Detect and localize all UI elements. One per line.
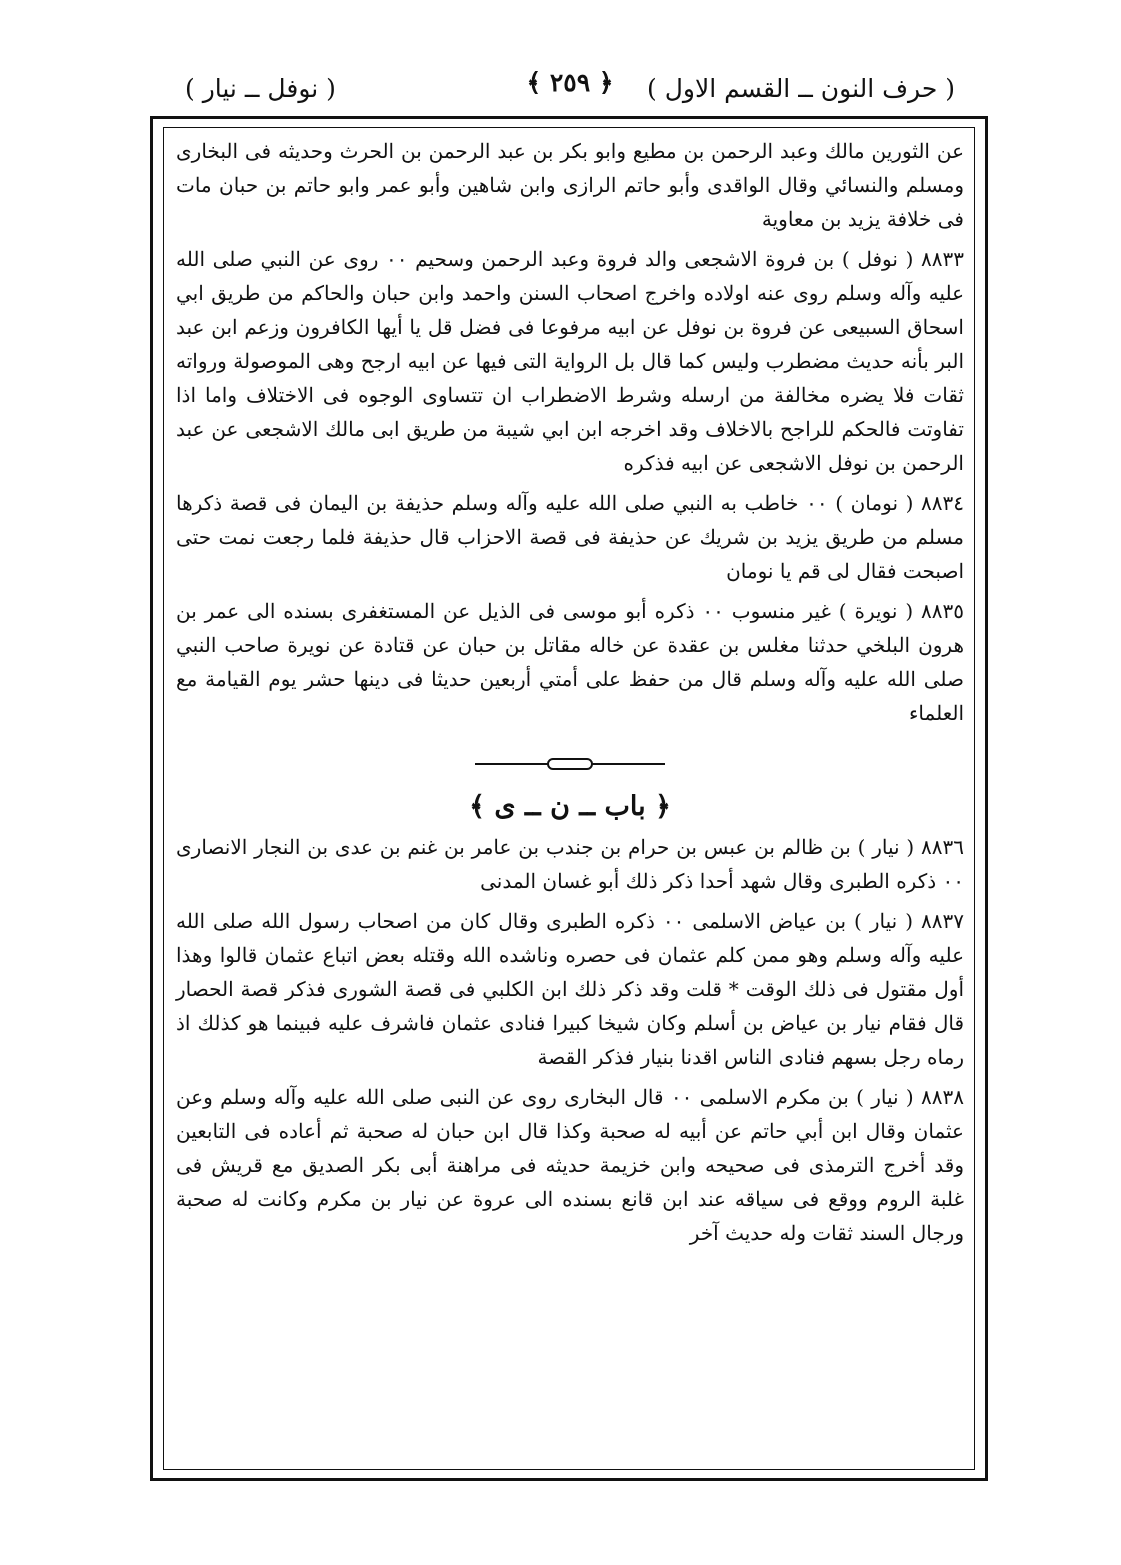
entry-8837: ٨٨٣٧ ( نيار ) بن عياض الاسلمى ٠٠ ذكره الطبرى وقال كان من اصحاب رسول الله صلى الله عليه وآله وسلم وهو ممن كلم عثمان فى حصره وناشده الله وقتله بعض اتباع عثمان قالوا وهذا أول مقتول فى ذلك الوقت * قلت وقد ذكر ذلك ابن الكلبي فى قصة الشورى فذكر قصة الحصار قال فقام نيار بن عياض بن أسلم وكان شيخا كبيرا فنادى عثمان فاشرف عليه فبينما هو كذلك اذ رماه رجل بسهم فنادى الناس اقدنا بنيار فذكر القصة — [176, 909, 964, 1069]
page-header — [185, 68, 955, 116]
page-number: ﴿ ٢٥٩ ﴾ — [526, 68, 614, 97]
divider-ornament — [547, 758, 593, 770]
ornamental-divider — [475, 758, 665, 770]
chapter-heading: ( حرف النون ــ القسم الاول ) — [647, 74, 955, 103]
entry-8834: ٨٨٣٤ ( نومان ) ٠٠ خاطب به النبي صلى الله عليه وآله وسلم حذيفة بن اليمان فى قصة ذكرها مسلم من طريق يزيد بن شريك عن حذيفة فى قصة الاحزاب قال حذيفة فلما رجعت نمت حتى اصبحت فقال لى قم يا نومان — [176, 491, 964, 583]
main-text — [176, 134, 964, 1250]
entry-range-heading: ( نوفل ــ نيار ) — [185, 74, 336, 103]
section-title: ﴿ باب ــ ن ــ ى ﴾ — [469, 791, 671, 822]
entry-8833: ٨٨٣٣ ( نوفل ) بن فروة الاشجعى والد فروة وعبد الرحمن وسحيم ٠٠ روى عن النبي صلى الله عليه وآله وسلم روى عنه اولاده واخرج اصحاب السنن واحمد وابن حبان والحاكم من طريق ابي اسحاق السبيعى عن فروة بن نوفل عن ابيه مرفوعا فى فضل قل يا أيها الكافرون وزعم ابن عبد البر بأنه حديث مضطرب وليس كما قال بل الرواية التى فيها عن ابيه ارجح وهى الموصولة ورواته ثقات فلا يضره مخالفة من ارسله وشرط الاضطراب ان تتساوى الوجوه فى الاختلاف واما اذا تفاوتت فالحكم للراجح بالاخلاف وقد اخرجه ابن ابي شيبة من طريق ابى مالك الاشجعى عن عبد الرحمن بن نوفل الاشجعى عن ابيه فذكره — [176, 247, 964, 475]
entry-8835: ٨٨٣٥ ( نويرة ) غير منسوب ٠٠ ذكره أبو موسى فى الذيل عن المستغفرى بسنده الى عمر بن هرون البلخي حدثنا مغلس بن عقدة عن خاله مقاتل بن حبان عن قتادة عن نويرة صاحب النبي صلى الله عليه وآله وسلم قال من حفظ على أمتي أربعين حديثا فى دينها حشر يوم القيامة مع العلماء — [176, 599, 964, 725]
entry-8836: ٨٨٣٦ ( نيار ) بن ظالم بن عبس بن حرام بن جندب بن عامر بن غنم بن عدى بن النجار الانصارى ٠٠ ذكره الطبرى وقال شهد أحدا ذكر ذلك أبو غسان المدنى — [176, 835, 964, 893]
entry-8838: ٨٨٣٨ ( نيار ) بن مكرم الاسلمى ٠٠ قال البخارى روى عن النبى صلى الله عليه وآله وسلم وعن عثمان وقال ابن أبي حاتم عن أبيه له صحبة وكذا قال ابن حبان له صحبة ثم أعاده فى التابعين وقد أخرج الترمذى فى صحيحه وابن خزيمة حديثه فى مراهنة أبى بكر الصديق مع قريش فى غلبة الروم ووقع فى سياقه عند ابن قانع بسنده الى عروة عن نيار بن مكرم وكانت له صحبة ورجال السند ثقات وله حديث آخر — [176, 1085, 964, 1245]
paragraph-continuation: عن الثورين مالك وعبد الرحمن بن مطيع وابو بكر بن عبد الرحمن بن الحرث وحديثه فى البخارى ومسلم والنسائي وقال الواقدى وأبو حاتم الرازى وابن شاهين وأبو عمر وابو حاتم بن حبان مات فى خلافة يزيد بن معاوية — [176, 139, 964, 231]
